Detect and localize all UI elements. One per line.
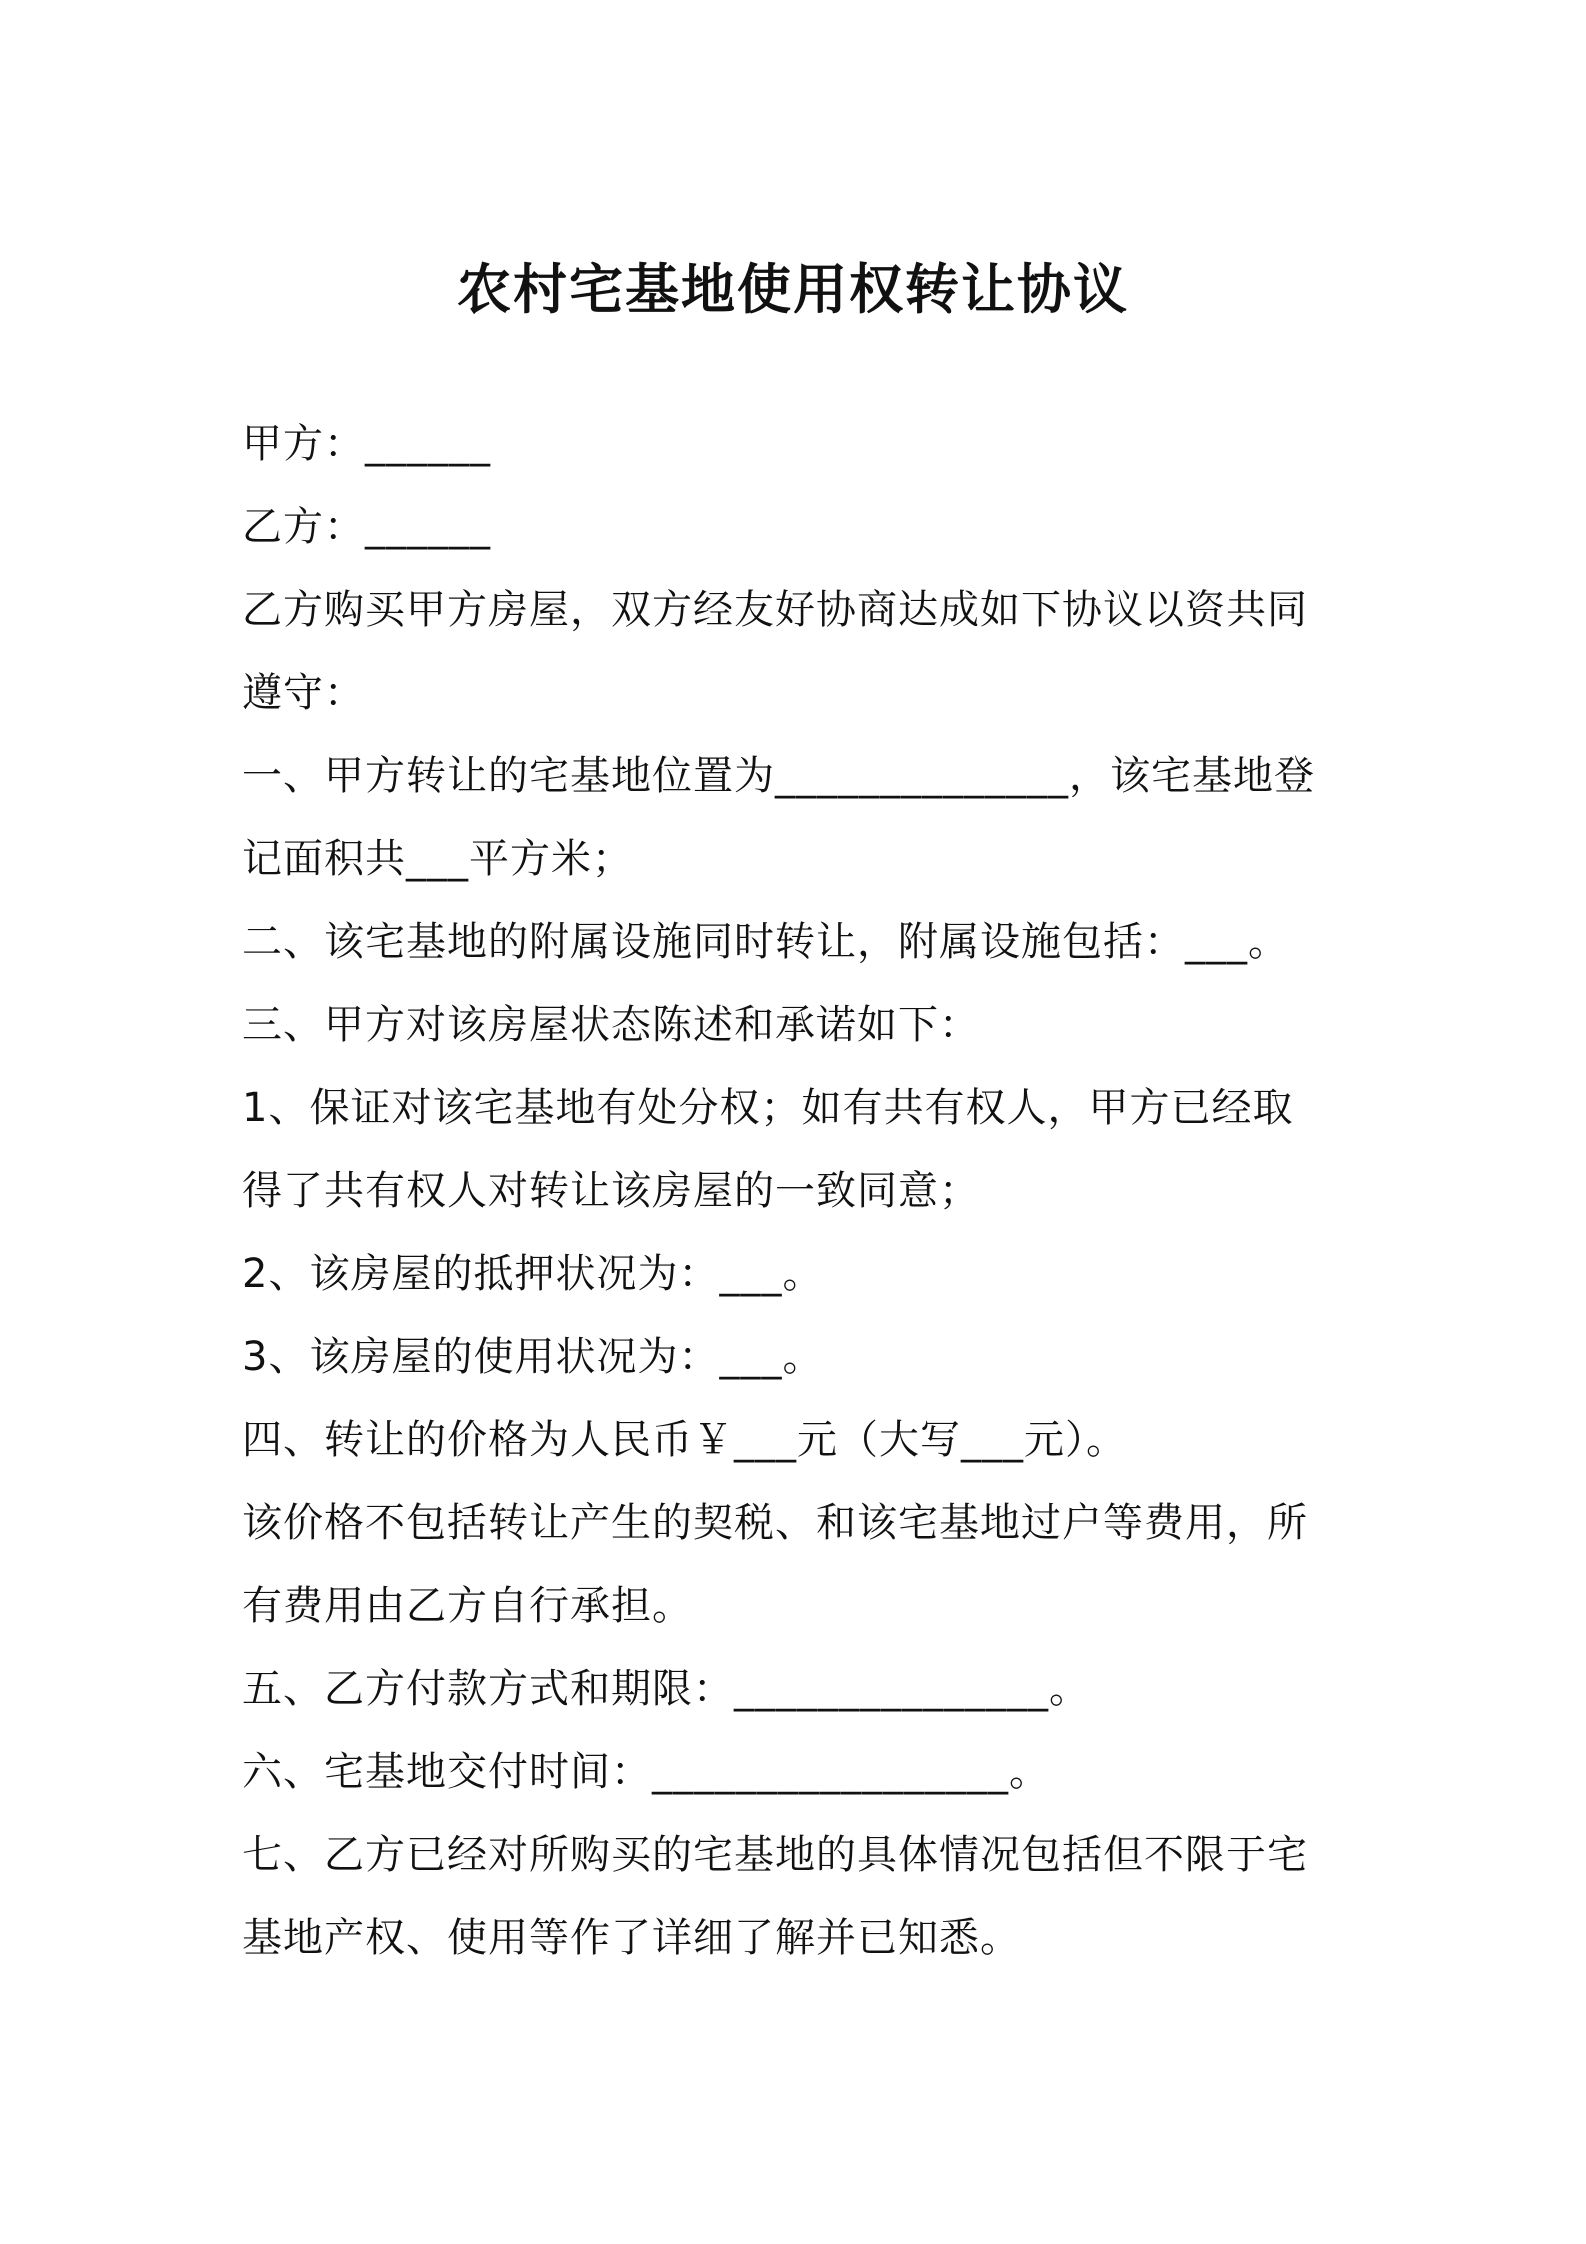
clause-3-heading: 三、甲方对该房屋状态陈述和承诺如下： — [242, 1002, 980, 1048]
preamble-line-2: 遵守： — [242, 670, 365, 716]
preamble-line-1: 乙方购买甲方房屋，双方经友好协商达成如下协议以资共同 — [242, 587, 1308, 633]
clause-3-item-1-line-2: 得了共有权人对转让该房屋的一致同意； — [242, 1168, 980, 1214]
party-b-line: 乙方：______ — [242, 504, 491, 550]
clause-4-note-line-1: 该价格不包括转让产生的契税、和该宅基地过户等费用，所 — [242, 1500, 1308, 1546]
clause-7-line-1: 七、乙方已经对所购买的宅基地的具体情况包括但不限于宅 — [242, 1832, 1308, 1878]
clause-6-line: 六、宅基地交付时间：_________________。 — [242, 1749, 1050, 1795]
clause-5-line: 五、乙方付款方式和期限：_______________。 — [242, 1666, 1090, 1712]
clause-3-item-2: 2、该房屋的抵押状况为：___。 — [242, 1251, 824, 1297]
clause-3-item-3: 3、该房屋的使用状况为：___。 — [242, 1334, 824, 1380]
document-title: 农村宅基地使用权转让协议 — [457, 258, 1129, 321]
clause-1-line-1: 一、甲方转让的宅基地位置为______________，该宅基地登 — [242, 753, 1315, 799]
agreement-body — [242, 403, 1364, 1980]
clause-1-line-2: 记面积共___平方米； — [242, 836, 633, 882]
clause-2-line: 二、该宅基地的附属设施同时转让，附属设施包括：___。 — [242, 919, 1289, 965]
clause-3-item-1-line-1: 1、保证对该宅基地有处分权；如有共有权人，甲方已经取 — [242, 1085, 1294, 1131]
clause-4-note-line-2: 有费用由乙方自行承担。 — [242, 1583, 693, 1629]
clause-4-line: 四、转让的价格为人民币￥___元（大写___元）。 — [242, 1417, 1127, 1463]
party-a-line: 甲方：______ — [242, 421, 491, 467]
clause-7-line-2: 基地产权、使用等作了详细了解并已知悉。 — [242, 1915, 1021, 1961]
